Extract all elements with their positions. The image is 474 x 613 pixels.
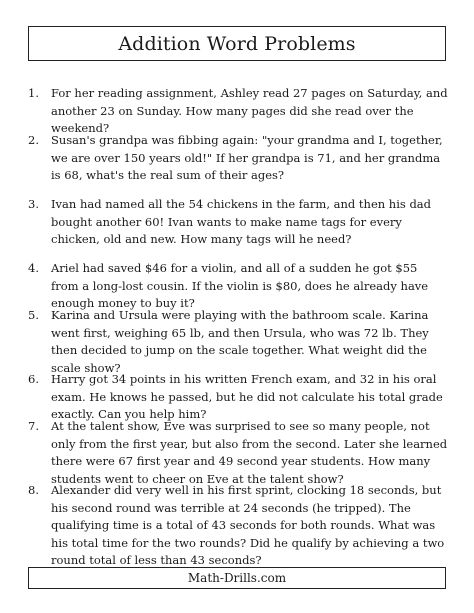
problem-text: Karina and Ursula were playing with the bathroom scale. Karina went first, weighing 65 lb, and then Ursula, who was 72 lb. They then decided to jump on the scale together. What weight did the scale show?: [51, 308, 429, 375]
problem-text: Susan's grandpa was fibbing again: "your grandma and I, together, we are over 150 years old!" If her grandpa is 71, and her grandma is 68, what's the real sum of their ages?: [51, 133, 443, 183]
page-title: Addition Word Problems: [118, 32, 356, 55]
problem-item: [28, 85, 448, 138]
problem-item: [28, 482, 448, 570]
problem-number: 1.: [28, 86, 39, 100]
problem-number: 7.: [28, 419, 39, 433]
problem-item: [28, 132, 448, 185]
problem-number: 2.: [28, 133, 39, 147]
problem-number: 3.: [28, 197, 39, 211]
problem-text: Harry got 34 points in his written French exam, and 32 in his oral exam. He knows he passed, but he did not calculate his total grade exactly. Can you help him?: [51, 372, 443, 422]
title-box: [28, 26, 446, 61]
problem-text: For her reading assignment, Ashley read 27 pages on Saturday, and another 23 on Sunday. How many pages did she read over the weekend?: [51, 86, 448, 136]
problem-text: Ariel had saved $46 for a violin, and all of a sudden he got $55 from a long-lost cousin. If the violin is $80, does he already have enough money to buy it?: [51, 261, 429, 311]
problem-text: At the talent show, Eve was surprised to see so many people, not only from the first year, but also from the second. Later she learned there were 67 first year and 49 second year students. How many students went to cheer on Eve at the talent show?: [51, 419, 448, 486]
problem-item: [28, 260, 448, 313]
problem-item: [28, 418, 448, 488]
problem-number: 8.: [28, 483, 39, 497]
problem-text: Alexander did very well in his first sprint, clocking 18 seconds, but his second round was terrible at 24 seconds (he tripped). The qualifying time is a total of 43 seconds for both rounds. What was his total time for the two rounds? Did he qualify by achieving a two round total of less than 43 seconds?: [51, 483, 445, 568]
problem-number: 6.: [28, 372, 39, 386]
problem-item: [28, 307, 448, 377]
problem-text: Ivan had named all the 54 chickens in the farm, and then his dad bought another 60! Ivan wants to make name tags for every chicken, old and new. How many tags will he need?: [51, 197, 432, 247]
problem-number: 5.: [28, 308, 39, 322]
footer-box: [28, 567, 446, 589]
footer-site-name: Math-Drills.com: [187, 571, 287, 585]
problem-number: 4.: [28, 261, 39, 275]
problem-item: [28, 196, 448, 249]
problem-item: [28, 371, 448, 424]
